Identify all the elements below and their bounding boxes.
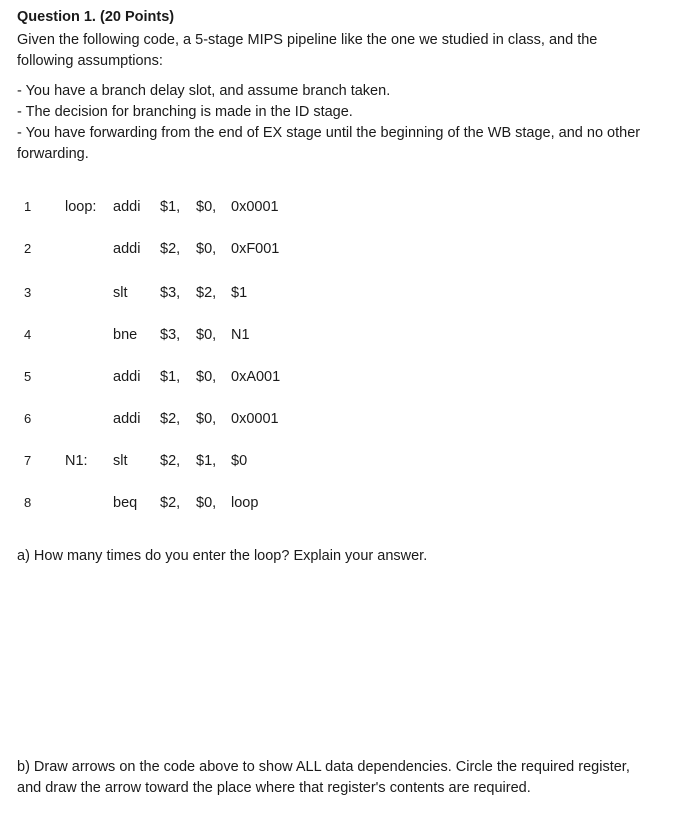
opcode: slt — [113, 453, 128, 469]
opcode: bne — [113, 327, 138, 343]
operand-1: $1, — [160, 369, 181, 385]
operand-1: $2, — [160, 241, 181, 257]
operand-1: $2, — [160, 453, 181, 469]
question-title: Question 1. (20 Points) — [17, 9, 175, 25]
opcode: addi — [113, 199, 141, 215]
line-number: 8 — [24, 495, 32, 510]
operand-2: $0, — [196, 241, 217, 257]
operand-3: N1 — [231, 327, 250, 343]
operand-2: $0, — [196, 327, 217, 343]
operand-2: $1, — [196, 453, 217, 469]
intro-line-2: following assumptions: — [17, 53, 163, 69]
part-b-question-line-1: b) Draw arrows on the code above to show ALL data dependencies. Circle the required register, — [17, 759, 630, 775]
operand-2: $0, — [196, 411, 217, 427]
line-number: 7 — [24, 453, 32, 468]
operand-3: $1 — [231, 285, 248, 301]
operand-2: $0, — [196, 369, 217, 385]
question-intro — [17, 30, 657, 72]
operand-1: $1, — [160, 199, 181, 215]
code-label: N1: — [65, 453, 88, 469]
assumption-2: - The decision for branching is made in the ID stage. — [17, 104, 353, 120]
operand-3: 0xA001 — [231, 369, 281, 385]
operand-1: $2, — [160, 495, 181, 511]
code-label: loop: — [65, 199, 97, 215]
line-number: 2 — [24, 241, 32, 256]
opcode: slt — [113, 285, 128, 301]
opcode: addi — [113, 369, 141, 385]
assumption-1: - You have a branch delay slot, and assume branch taken. — [17, 83, 391, 99]
operand-3: $0 — [231, 453, 248, 469]
part-a-question: a) How many times do you enter the loop? Explain your answer. — [17, 548, 428, 564]
operand-3: loop — [231, 495, 259, 511]
operand-2: $0, — [196, 495, 217, 511]
operand-3: 0x0001 — [231, 411, 279, 427]
line-number: 4 — [24, 327, 32, 342]
intro-line-1: Given the following code, a 5-stage MIPS pipeline like the one we studied in class, and the — [17, 32, 598, 48]
opcode: beq — [113, 495, 138, 511]
opcode: addi — [113, 411, 141, 427]
operand-1: $2, — [160, 411, 181, 427]
opcode: addi — [113, 241, 141, 257]
part-b-question-line-2: and draw the arrow toward the place where that register's contents are required. — [17, 780, 531, 796]
operand-1: $3, — [160, 327, 181, 343]
operand-1: $3, — [160, 285, 181, 301]
assumption-3-cont: forwarding. — [17, 146, 89, 162]
operand-2: $2, — [196, 285, 217, 301]
line-number: 1 — [24, 199, 32, 214]
operand-3: 0xF001 — [231, 241, 280, 257]
line-number: 3 — [24, 285, 32, 300]
line-number: 5 — [24, 369, 32, 384]
operand-2: $0, — [196, 199, 217, 215]
line-number: 6 — [24, 411, 32, 426]
assumption-3: - You have forwarding from the end of EX stage until the beginning of the WB stage, and no other — [17, 125, 641, 141]
operand-3: 0x0001 — [231, 199, 279, 215]
